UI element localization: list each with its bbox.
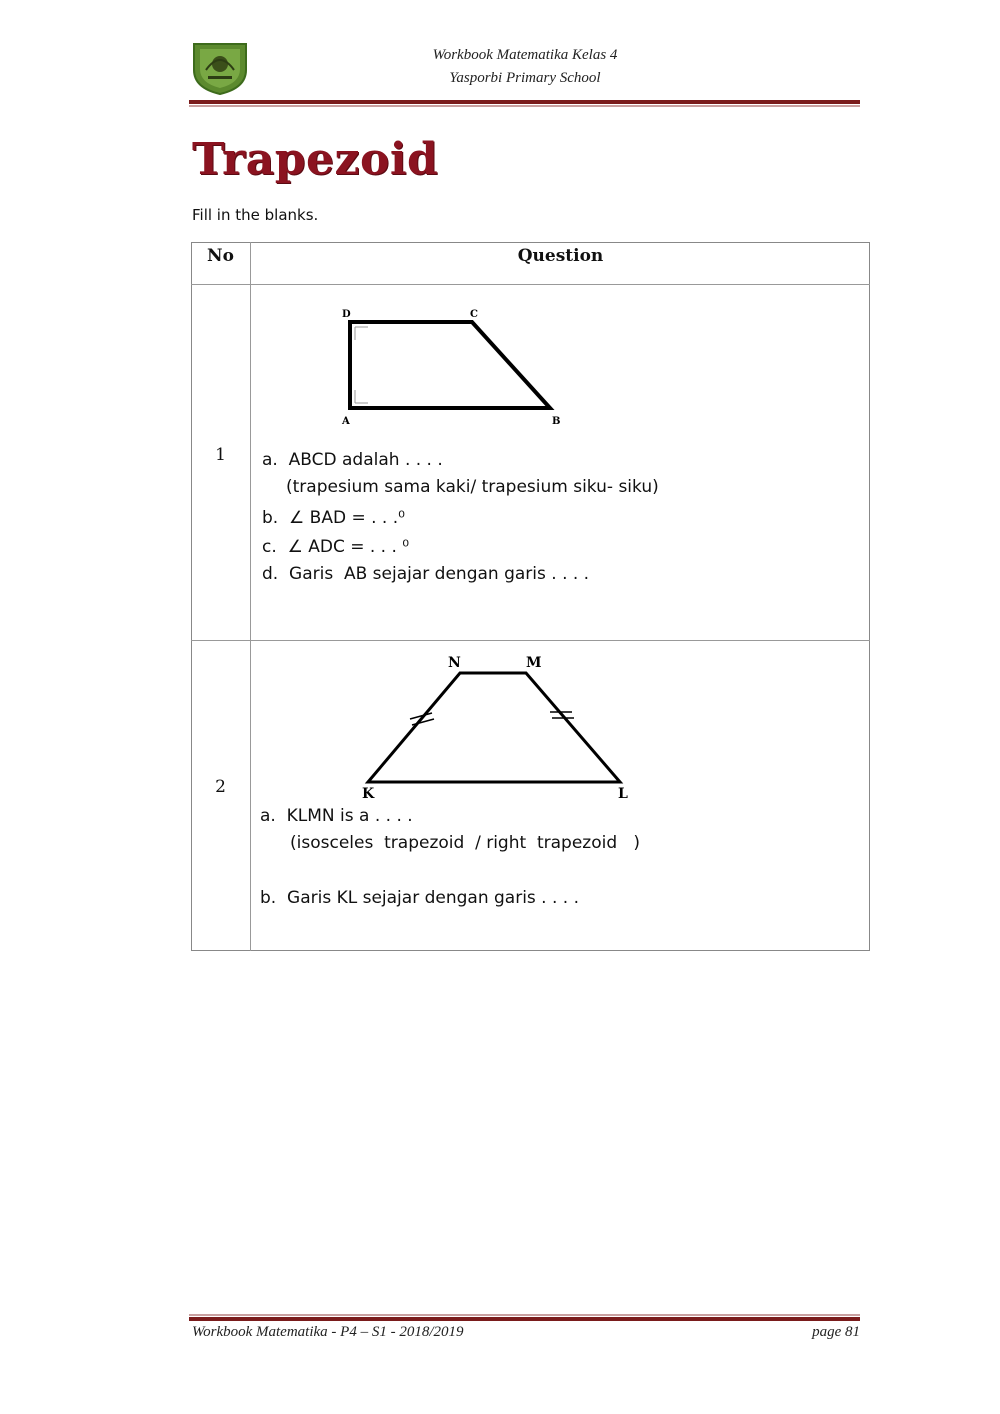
question-item	[262, 508, 405, 528]
item-marker: c.	[262, 537, 277, 557]
question-item	[260, 888, 579, 908]
item-text: ∠ BAD = . . .⁰	[289, 508, 405, 528]
question-item	[262, 564, 589, 584]
right-trapezoid-figure	[330, 300, 580, 430]
item-marker: a.	[262, 450, 278, 470]
vertex-label: C	[470, 309, 478, 320]
question-item	[262, 537, 409, 557]
vertex-label: D	[342, 309, 351, 320]
isosceles-trapezoid-figure	[350, 650, 650, 805]
question-item	[286, 477, 659, 497]
question-item	[260, 806, 413, 826]
item-marker: d.	[262, 564, 279, 584]
page-number: page 81	[812, 1324, 860, 1340]
footer-rule-thin	[189, 1314, 860, 1316]
instruction-text: Fill in the blanks.	[192, 206, 319, 224]
table-row-divider	[191, 640, 870, 641]
item-text: (trapesium sama kaki/ trapesium siku- siku)	[286, 477, 659, 497]
vertex-label: L	[618, 786, 628, 802]
vertex-label: N	[448, 655, 461, 671]
row-number: 2	[215, 777, 226, 797]
item-marker: b.	[260, 888, 277, 908]
footer-left: Workbook Matematika - P4 – S1 - 2018/2019	[192, 1324, 464, 1340]
item-marker: b.	[262, 508, 279, 528]
school-crest-icon	[190, 40, 250, 96]
row-number: 1	[215, 445, 226, 465]
vertex-label: K	[362, 786, 375, 802]
vertex-label: B	[552, 416, 561, 427]
header-rule-thin	[189, 105, 860, 107]
item-marker: a.	[260, 806, 276, 826]
table-header-divider	[191, 284, 870, 285]
header-line-2: Yasporbi Primary School	[449, 70, 601, 86]
header-line-1: Workbook Matematika Kelas 4	[432, 47, 618, 63]
question-item	[262, 450, 443, 470]
header-rule	[189, 100, 860, 104]
item-text: Garis AB sejajar dengan garis . . . .	[289, 564, 590, 584]
item-text: Garis KL sejajar dengan garis . . . .	[287, 888, 580, 908]
vertex-label: A	[342, 416, 350, 427]
column-header-no: No	[207, 246, 234, 266]
vertex-label: M	[526, 655, 542, 671]
item-text: ∠ ADC = . . . ⁰	[287, 537, 410, 557]
table-column-divider	[250, 242, 251, 951]
footer-rule	[189, 1317, 860, 1321]
item-text: ABCD adalah . . . .	[288, 450, 443, 470]
item-text: KLMN is a . . . .	[286, 806, 413, 826]
page-title: Trapezoid	[192, 134, 439, 185]
question-item	[290, 833, 640, 853]
item-text: (isosceles trapezoid / right trapezoid )	[290, 833, 640, 853]
column-header-question: Question	[517, 246, 604, 266]
